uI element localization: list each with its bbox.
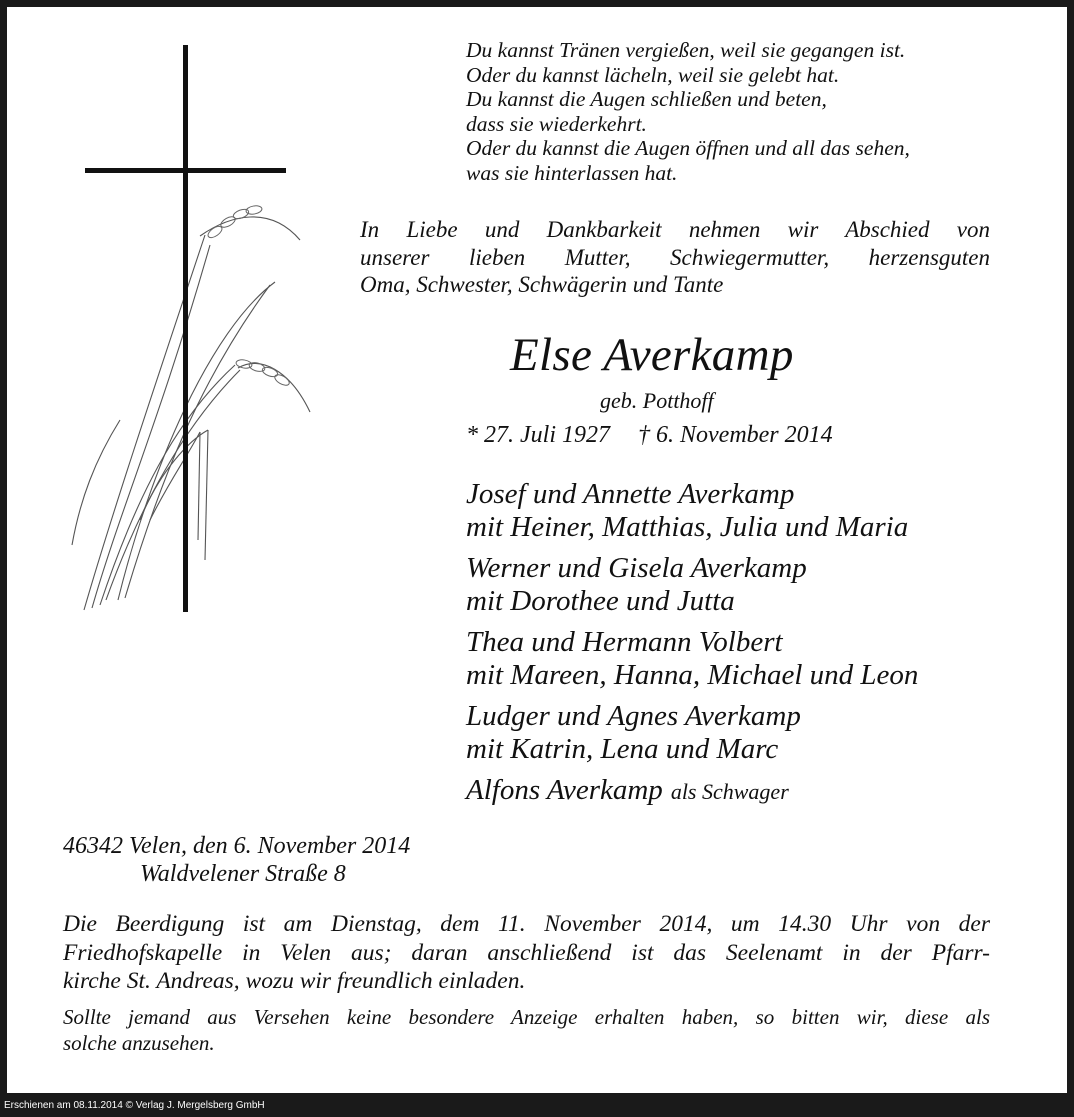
birth-date: * 27. Juli 1927 (466, 422, 610, 448)
family-names: Josef und Annette Averkamp (466, 478, 795, 510)
funeral-notice (63, 910, 990, 996)
family-group (466, 552, 918, 618)
family-children: mit Katrin, Lena und Marc (466, 733, 779, 765)
poem-line: Oder du kannst die Augen öffnen und all das sehen, (466, 136, 910, 160)
funeral-line: Friedhofskapelle in Velen aus; daran anschließend ist das Seelenamt in der Pfarr- (63, 939, 990, 966)
cross-icon (85, 45, 286, 612)
family-relation: als Schwager (670, 779, 789, 804)
deceased-name: Else Averkamp (510, 329, 794, 381)
life-dates (466, 421, 833, 449)
poem-line: Du kannst Tränen vergießen, weil sie gegangen ist. (466, 38, 906, 62)
funeral-line: Die Beerdigung ist am Dienstag, dem 11. November 2014, um 14.30 Uhr von der (63, 911, 990, 937)
place-and-date (63, 832, 410, 888)
family-children: mit Mareen, Hanna, Michael und Leon (466, 659, 919, 691)
intro-line: Oma, Schwester, Schwägerin und Tante (360, 272, 724, 297)
family-list (466, 478, 918, 816)
family-group (466, 626, 918, 692)
family-names: Alfons Averkamp (466, 774, 663, 806)
family-children: mit Dorothee und Jutta (466, 585, 735, 617)
family-names: Werner und Gisela Averkamp (466, 552, 807, 584)
family-group (466, 700, 918, 766)
poem (466, 38, 910, 185)
publication-footer: Erschienen am 08.11.2014 © Verlag J. Mergelsberg GmbH (4, 1100, 265, 1111)
family-names: Ludger und Agnes Averkamp (466, 700, 801, 732)
poem-line: Oder du kannst lächeln, weil sie gelebt hat. (466, 62, 840, 87)
wheat-ear-icon (206, 205, 291, 388)
poem-line: dass sie wiederkehrt. (466, 111, 647, 136)
death-date: † 6. November 2014 (638, 422, 833, 448)
intro-line: In Liebe und Dankbarkeit nehmen wir Abschied von (360, 217, 990, 242)
intro-line: unserer lieben Mutter, Schwiegermutter, herzensguten (360, 244, 990, 270)
note-line: Sollte jemand aus Versehen keine besondere Anzeige erhalten haben, so bitten wir, diese als (63, 1005, 990, 1029)
birth-name: geb. Potthoff (600, 388, 714, 413)
funeral-line: kirche St. Andreas, wozu wir freundlich einladen. (63, 968, 526, 994)
intro-text (360, 216, 990, 299)
place-line: 46342 Velen, den 6. November 2014 (63, 833, 411, 859)
street-address: Waldvelener Straße 8 (140, 861, 346, 887)
family-children: mit Heiner, Matthias, Julia und Maria (466, 511, 909, 543)
poem-line: was sie hinterlassen hat. (466, 160, 678, 185)
family-group (466, 478, 918, 544)
note-line: solche anzusehen. (63, 1031, 215, 1055)
wheat-stalks-icon (72, 217, 310, 610)
family-names: Thea und Hermann Volbert (466, 626, 783, 658)
notice-note (63, 1004, 990, 1056)
family-group (466, 774, 918, 808)
poem-line: Du kannst die Augen schließen und beten, (466, 87, 827, 111)
